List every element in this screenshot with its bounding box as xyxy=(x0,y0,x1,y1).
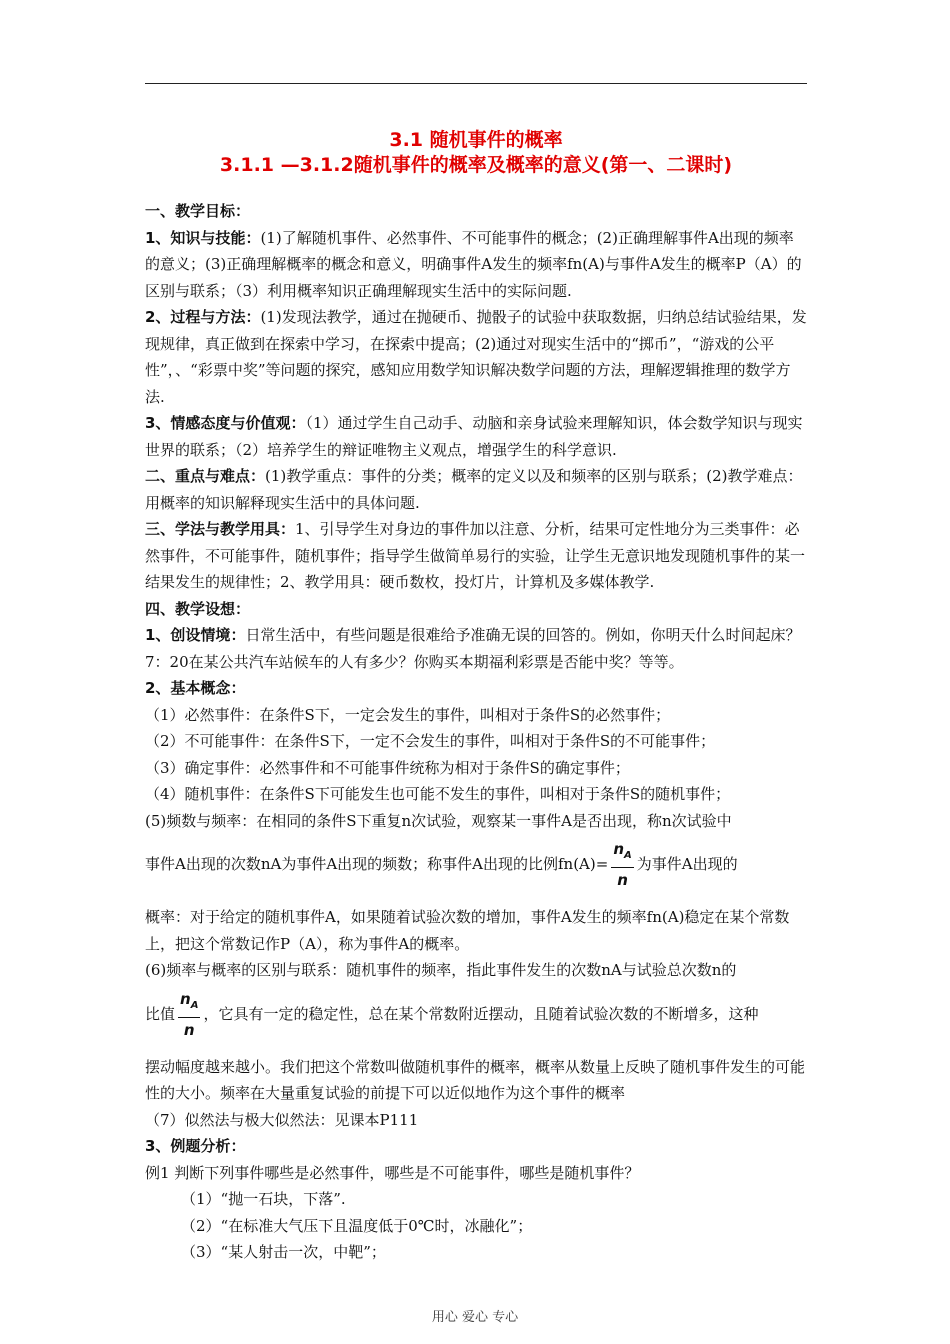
section-design-heading: 四、教学设想： xyxy=(145,599,251,618)
methods-text: 1、引导学生对身边的事件加以注意、分析，结果可定性地分为三类事件：必然事件，不可能事件，随机事件；指导学生做简单易行的实验，让学生无意识地发现随机事件的某一结果发生的规律性；2、教学用具：硬币数枚，投灯片，计算机及多媒体教学. xyxy=(145,520,806,591)
knowledge-text: (1)了解随机事件、必然事件、不可能事件的概念；(2)正确理解事件A出现的频率的意义；(3)正确理解概率的概念和意义，明确事件A发生的频率fn(A)与事件A发生的概率P（A）的区别与联系；（3）利用概率知识正确理解现实生活中的实际问题. xyxy=(145,228,802,300)
example-1-item-3: （3）“某人射击一次，中靶”； xyxy=(181,1243,386,1261)
section-goals-heading: 一、教学目标： xyxy=(145,202,251,220)
concept-6d: 摆动幅度越来越小。我们把这个常数叫做随机事件的概率，概率从数量上反映了随机事件发生的可能性的大小。频率在大量重复试验的前提下可以近似地作为这个事件的概率 xyxy=(145,1057,806,1102)
ratio-fraction xyxy=(178,988,200,1042)
concept-5b xyxy=(145,834,807,904)
concepts-heading: 2、基本概念： xyxy=(145,679,246,697)
example-1-item-2: （2）“在标准大气压下且温度低于0℃时，冰融化”； xyxy=(181,1216,533,1235)
emotion-label: 3、情感态度与价值观： xyxy=(145,414,306,432)
concept-5a: (5)频数与频率：在相同的条件S下重复n次试验，观察某一事件A是否出现，称n次试验中 xyxy=(145,811,732,830)
concept-2: （2）不可能事件：在条件S下，一定不会发生的事件，叫相对于条件S的不可能事件； xyxy=(145,732,716,750)
concept-1: （1）必然事件：在条件S下，一定会发生的事件，叫相对于条件S的必然事件； xyxy=(145,705,671,724)
frequency-fraction xyxy=(611,838,633,892)
title-sub: 3.1.1 —3.1.2随机事件的概率及概率的意义(第一、二课时) xyxy=(219,154,733,176)
document-body xyxy=(145,198,807,1266)
header-rule xyxy=(145,83,807,84)
emotion-text: （1）通过学生自己动手、动脑和亲身试验来理解知识，体会数学知识与现实世界的联系；（2）培养学生的辩证唯物主义观点，增强学生的科学意识. xyxy=(145,414,803,459)
situation-text: 日常生活中，有些问题是很难给予准确无误的回答的。例如，你明天什么时间起床？7：20在某公共汽车站候车的人有多少？你购买本期福利彩票是否能中奖？等等。 xyxy=(145,626,801,671)
concept-4: （4）随机事件：在条件S下可能发生也可能不发生的事件，叫相对于条件S的随机事件； xyxy=(145,785,731,803)
ratio-denominator: n xyxy=(183,1020,195,1039)
concept-6b xyxy=(145,984,807,1054)
page-footer: 用心 爱心 专心 xyxy=(431,1310,519,1325)
concept-6b-text: 比值 xyxy=(145,1004,176,1023)
concept-6a: (6)频率与概率的区别与联系：随机事件的频率，指此事件发生的次数nA与试验总次数n的 xyxy=(145,961,737,979)
paragraph-emotion xyxy=(145,410,807,463)
concept-5d: 概率：对于给定的随机事件A，如果随着试验次数的增加，事件A发生的频率fn(A)稳定在某个常数上，把这个常数记作P（A），称为事件A的概率。 xyxy=(145,908,790,953)
example-1-item-1: （1）“抛一石块，下落”. xyxy=(181,1190,346,1208)
methods-label: 三、学法与教学用具： xyxy=(145,520,296,538)
process-text: (1)发现法教学，通过在抛硬币、抛骰子的试验中获取数据，归纳总结试验结果，发现规律，真正做到在探索中学习，在探索中提高；(2)通过对现实生活中的“掷币”，“游戏的公平性”，、“彩票中奖”等问题的探究，感知应用数学知识解决数学问题的方法，理解逻辑推理的数学方法. xyxy=(145,308,807,406)
examples-heading: 3、例题分析： xyxy=(145,1137,246,1155)
paragraph-process xyxy=(145,304,807,410)
situation-label: 1、创设情境： xyxy=(145,626,246,644)
concept-5b-text: 事件A出现的次数nA为事件A出现的频数；称事件A出现的比例fn(A)= xyxy=(145,855,609,873)
fraction-denominator: n xyxy=(617,871,628,889)
example-1: 例1 判断下列事件哪些是必然事件，哪些是不可能事件，哪些是随机事件？ xyxy=(145,1163,640,1182)
concept-5c-text: 为事件A出现的 xyxy=(636,855,738,873)
paragraph-methods xyxy=(145,516,807,596)
knowledge-label: 1、知识与技能： xyxy=(145,228,261,247)
keypoints-text: (1)教学重点：事件的分类；概率的定义以及和频率的区别与联系；(2)教学难点：用概率的知识解释现实生活中的具体问题. xyxy=(145,467,803,512)
concept-3: （3）确定事件：必然事件和不可能事件统称为相对于条件S的确定事件； xyxy=(145,758,630,777)
concept-7: （7）似然法与极大似然法：见课本P111 xyxy=(145,1110,419,1129)
paragraph-keypoints xyxy=(145,463,807,516)
fraction-numerator: n xyxy=(613,840,624,858)
title-main: 3.1 随机事件的概率 xyxy=(389,129,563,151)
concept-6c-text: ，它具有一定的稳定性，总在某个常数附近摆动，且随着试验次数的不断增多，这种 xyxy=(203,1004,759,1023)
paragraph-knowledge xyxy=(145,225,807,305)
paragraph-situation xyxy=(145,622,807,675)
fraction-subscript: A xyxy=(624,850,632,861)
ratio-numerator: n xyxy=(180,989,191,1008)
process-label: 2、过程与方法： xyxy=(145,308,261,326)
ratio-subscript: A xyxy=(190,999,199,1011)
keypoints-label: 二、重点与难点： xyxy=(145,467,266,485)
